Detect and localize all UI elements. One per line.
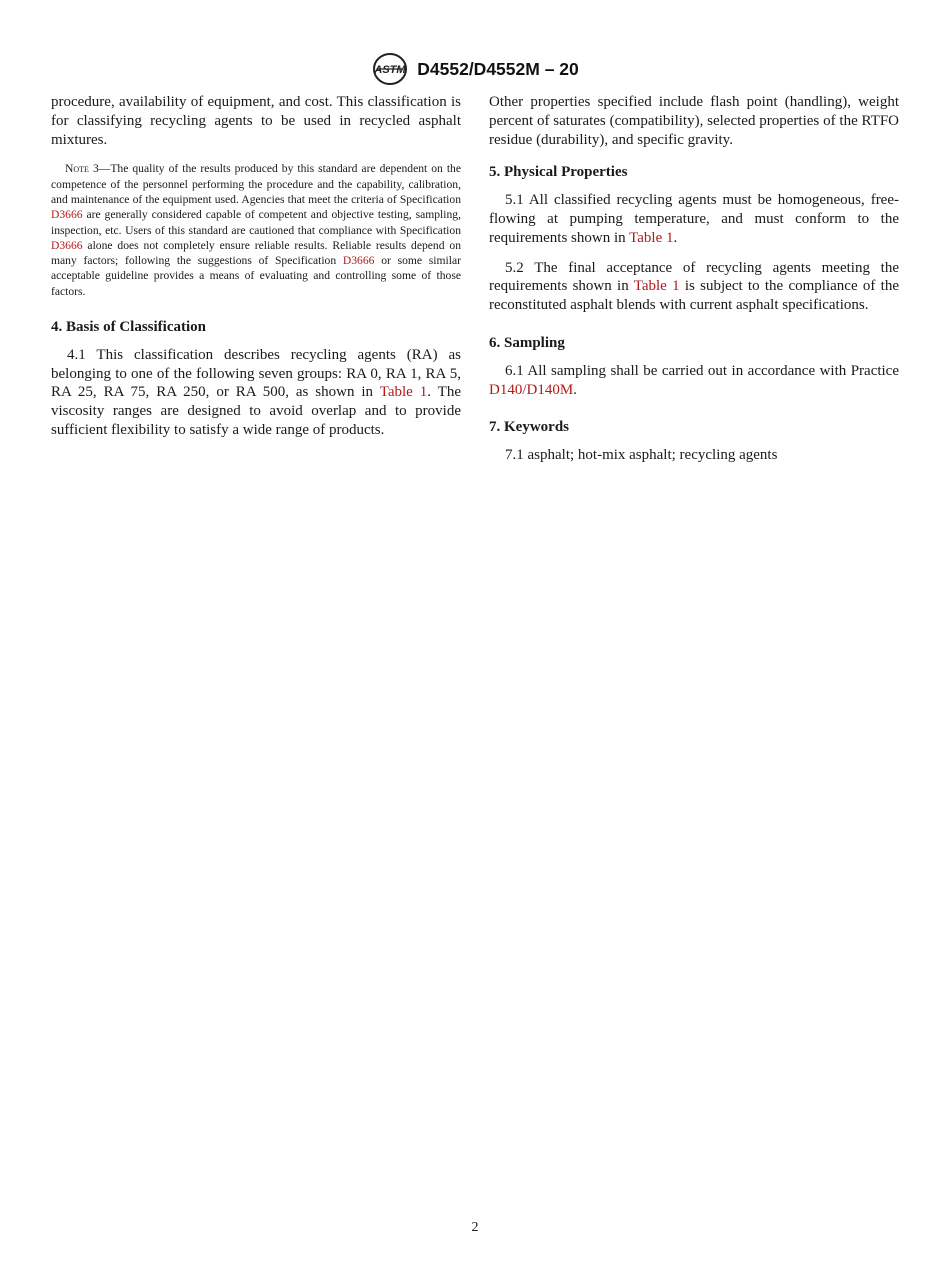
paragraph-4-1 <box>51 346 461 440</box>
link-table-1[interactable]: Table 1 <box>629 229 674 246</box>
note-text-1: —The quality of the results produced by this standard are dependent on the competence of the personnel performing the procedure and the capability, calibration, and maintenance of the equipment used. Agencies that meet the criteria of Specification <box>51 162 461 206</box>
paragraph-6-1 <box>489 362 899 400</box>
p61-text-b: . <box>573 381 577 398</box>
section-5-heading: 5. Physical Properties <box>489 164 628 181</box>
note-3 <box>51 161 461 299</box>
p41-text-a: 4.1 This classification describes recycling agents (RA) as belonging to one of the following seven groups: RA 0, RA 1, RA 5, RA 25, RA 75, RA 250, or RA 500, as shown in <box>51 346 461 401</box>
p52-text-a: 5.2 The final acceptance of recycling agents meeting the requirements shown in <box>489 259 899 295</box>
link-d3666-2[interactable]: D3666 <box>51 238 83 252</box>
p52-text-b: is subject to the compliance of the reconstituted asphalt blends with current asphalt specifications. <box>489 278 899 314</box>
paragraph-continued: procedure, availability of equipment, and cost. This classification is for classifying recycling agents to be used in recycled asphalt mixtures. <box>51 94 461 148</box>
svg-text:ASTM: ASTM <box>374 64 406 76</box>
link-d3666-1[interactable]: D3666 <box>51 208 83 222</box>
note-text-4: or some similar acceptable guideline provides a means of evaluating and controlling some of those factors. <box>51 254 462 298</box>
p41-text-b: . The viscosity ranges are designed to avoid overlap and to provide sufficient flexibility to satisfy a wide range of products. <box>51 384 461 439</box>
section-6-heading: 6. Sampling <box>489 334 565 351</box>
paragraph-5-1 <box>489 191 899 247</box>
page-number: 2 <box>471 1220 479 1235</box>
p51-text-b: . <box>673 229 678 246</box>
p61-text-a: 6.1 All sampling shall be carried out in accordance with Practice <box>505 362 899 379</box>
link-table-1[interactable]: Table 1 <box>379 384 428 401</box>
section-4-heading: 4. Basis of Classification <box>51 319 207 336</box>
left-column <box>51 93 461 440</box>
link-d3666-3[interactable]: D3666 <box>342 254 375 268</box>
link-table-1[interactable]: Table 1 <box>633 278 680 295</box>
document-id: D4552/D4552M – 20 <box>417 58 579 79</box>
link-d140[interactable]: D140/D140M <box>489 381 574 398</box>
p51-text-a: 5.1 All classified recycling agents must be homogeneous, free-flowing at pumping temperature, and must conform to the requirements shown in <box>489 192 899 246</box>
paragraph-5-2 <box>489 259 899 315</box>
paragraph-continued-right: Other properties specified include flash point (handling), weight percent of saturates (compatibility), selected properties of the RTFO residue (durability), and specific gravity. <box>489 94 899 148</box>
paragraph-7-1: 7.1 asphalt; hot-mix asphalt; recycling agents <box>505 447 778 464</box>
page-header <box>0 52 950 86</box>
note-number: 3 <box>88 162 99 176</box>
astm-logo-icon <box>371 52 409 86</box>
section-7-heading: 7. Keywords <box>489 419 569 436</box>
right-column <box>489 93 899 465</box>
note-label: Note <box>65 162 89 176</box>
note-text-2: are generally considered capable of competent and objective testing, sampling, inspection, etc. Users of this standard are cautioned that compliance with Specification <box>51 208 461 237</box>
note-text-3: alone does not completely ensure reliable results. Reliable results depend on many factors; following the suggestions of Specification <box>51 238 461 268</box>
